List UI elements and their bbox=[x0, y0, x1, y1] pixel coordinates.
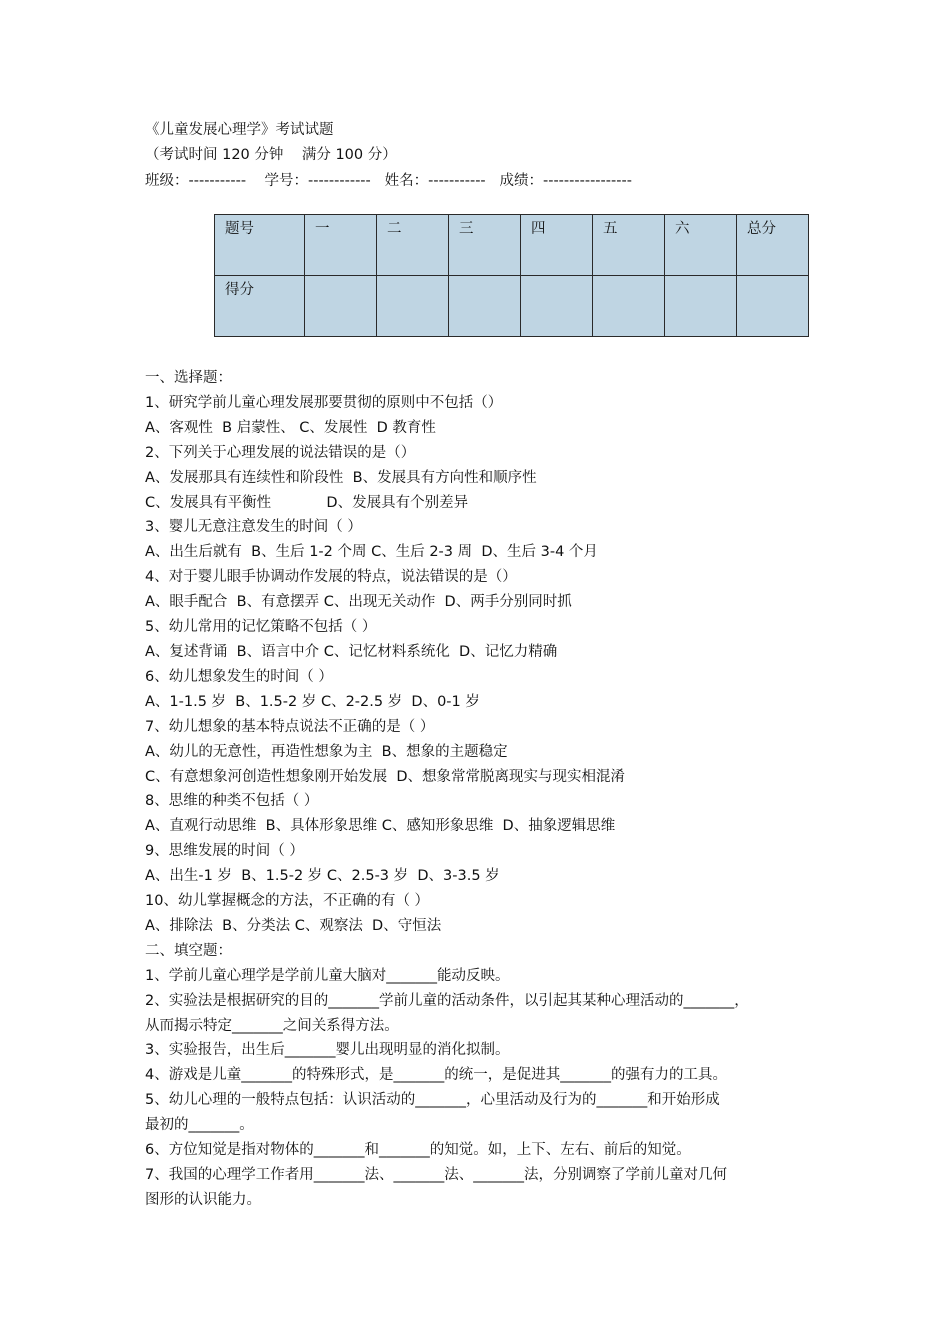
score-cell bbox=[737, 276, 809, 337]
student-info-line: 班级：----------- 学号：------------ 姓名：----------- 成绩：----------------- bbox=[145, 172, 632, 189]
fill-blank-item: 3、实验报告，出生后_______婴儿出现明显的消化拟制。 bbox=[145, 1042, 510, 1059]
question-options: A、1-1.5 岁 B、1.5-2 岁 C、2-2.5 岁 D、0-1 岁 bbox=[145, 693, 480, 710]
question-options: A、出生后就有 B、生后 1-2 个周 C、生后 2-3 周 D、生后 3-4 个月 bbox=[145, 544, 598, 561]
score-cell bbox=[449, 276, 521, 337]
score-table-header-cell: 五 bbox=[593, 215, 665, 276]
question-text: 2、下列关于心理发展的说法错误的是（） bbox=[145, 444, 416, 461]
fill-blank-item-continued: 从而揭示特定_______之间关系得方法。 bbox=[145, 1017, 399, 1034]
question-text: 3、婴儿无意注意发生的时间（ ） bbox=[145, 519, 362, 536]
question-options: A、发展那具有连续性和阶段性 B、发展具有方向性和顺序性 bbox=[145, 469, 537, 486]
score-table-header-cell: 题号 bbox=[215, 215, 305, 276]
fill-blank-item: 1、学前儿童心理学是学前儿童大脑对_______能动反映。 bbox=[145, 967, 510, 984]
fill-blank-item: 4、游戏是儿童_______的特殊形式，是_______的统一，是促进其_______的强有力的工具。 bbox=[145, 1067, 727, 1084]
question-text: 8、思维的种类不包括（ ） bbox=[145, 793, 319, 810]
score-table-header-row bbox=[215, 215, 809, 276]
question-options: A、幼儿的无意性，再造性想象为主 B、想象的主题稳定 bbox=[145, 743, 508, 760]
score-cell bbox=[593, 276, 665, 337]
fill-blank-item: 5、幼儿心理的一般特点包括：认识活动的_______，心里活动及行为的_______和开始形成 bbox=[145, 1092, 720, 1109]
score-cell bbox=[521, 276, 593, 337]
question-options: A、眼手配合 B、有意摆弄 C、出现无关动作 D、两手分别同时抓 bbox=[145, 594, 572, 611]
score-table-header-cell: 一 bbox=[305, 215, 377, 276]
score-table-score-row bbox=[215, 276, 809, 337]
fill-blank-item-continued: 最初的_______。 bbox=[145, 1117, 254, 1134]
exam-subtitle: （考试时间 120 分钟 满分 100 分） bbox=[145, 147, 397, 164]
question-options: A、出生-1 岁 B、1.5-2 岁 C、2.5-3 岁 D、3-3.5 岁 bbox=[145, 868, 500, 885]
question-options: A、排除法 B、分类法 C、观察法 D、守恒法 bbox=[145, 917, 442, 934]
score-cell bbox=[665, 276, 737, 337]
question-text: 4、对于婴儿眼手协调动作发展的特点，说法错误的是（） bbox=[145, 569, 517, 586]
question-options: C、发展具有平衡性 D、发展具有个别差异 bbox=[145, 494, 469, 511]
question-options: C、有意想象河创造性想象刚开始发展 D、想象常常脱离现实与现实相混淆 bbox=[145, 768, 626, 785]
score-table-header-cell: 六 bbox=[665, 215, 737, 276]
question-text: 10、幼儿掌握概念的方法，不正确的有（ ） bbox=[145, 893, 430, 910]
question-text: 5、幼儿常用的记忆策略不包括（ ） bbox=[145, 619, 377, 636]
score-cell bbox=[305, 276, 377, 337]
section-heading-choice: 一、选择题： bbox=[145, 370, 232, 386]
score-row-label: 得分 bbox=[215, 276, 305, 337]
score-table bbox=[214, 214, 809, 337]
exam-header bbox=[145, 118, 825, 194]
question-text: 7、幼儿想象的基本特点说法不正确的是（ ） bbox=[145, 718, 435, 735]
score-table-header-cell: 四 bbox=[521, 215, 593, 276]
question-text: 6、幼儿想象发生的时间（ ） bbox=[145, 668, 333, 685]
exam-title: 《儿童发展心理学》考试试题 bbox=[145, 122, 334, 138]
question-options: A、直观行动思维 B、具体形象思维 C、感知形象思维 D、抽象逻辑思维 bbox=[145, 818, 616, 835]
fill-blank-item: 2、实验法是根据研究的目的_______学前儿童的活动条件，以引起其某种心理活动的_______， bbox=[145, 992, 749, 1009]
question-text: 9、思维发展的时间（ ） bbox=[145, 843, 304, 860]
score-cell bbox=[377, 276, 449, 337]
exam-body bbox=[145, 366, 825, 1213]
score-table-header-cell: 总分 bbox=[737, 215, 809, 276]
score-table-header-cell: 三 bbox=[449, 215, 521, 276]
question-text: 1、研究学前儿童心理发展那要贯彻的原则中不包括（） bbox=[145, 394, 503, 411]
score-table-header-cell: 二 bbox=[377, 215, 449, 276]
section-heading-fill-blank: 二、填空题： bbox=[145, 942, 232, 959]
question-options: A、客观性 B 启蒙性、 C、发展性 D 教育性 bbox=[145, 419, 436, 436]
fill-blank-item-continued: 图形的认识能力。 bbox=[145, 1191, 261, 1208]
question-options: A、复述背诵 B、语言中介 C、记忆材料系统化 D、记忆力精确 bbox=[145, 643, 558, 660]
fill-blank-item: 6、方位知觉是指对物体的_______和_______的知觉。如，上下、左右、前后的知觉。 bbox=[145, 1142, 691, 1159]
fill-blank-item: 7、我国的心理学工作者用_______法、_______法、_______法，分别调察了学前儿童对几何 bbox=[145, 1167, 727, 1183]
